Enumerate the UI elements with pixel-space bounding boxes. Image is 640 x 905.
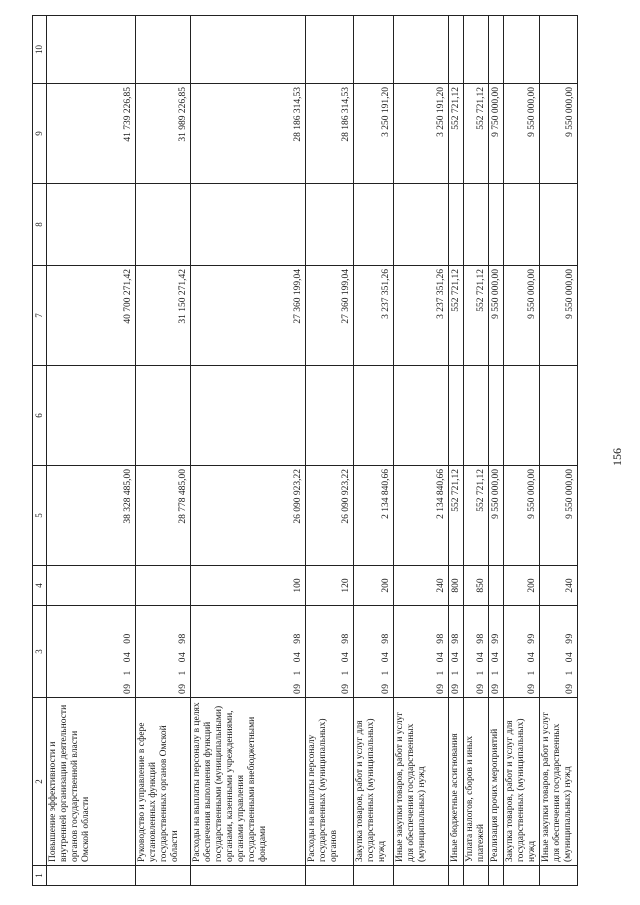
code-part: 09	[491, 683, 502, 694]
cell-name: Иные бюджетные ассигнования	[449, 698, 464, 866]
cell-name: Закупка товаров, работ и услуг для государственных (муниципальных) нужд	[504, 698, 540, 866]
cell-vr: 120	[306, 566, 354, 606]
cell-col-10	[306, 16, 354, 84]
cell-col-9: 9 550 000,00	[504, 84, 540, 184]
code-part: 04	[123, 651, 134, 663]
cell-col-5: 552 721,12	[464, 466, 489, 566]
cell-col-1	[539, 866, 577, 886]
table-row	[354, 16, 394, 886]
cell-vr	[136, 566, 191, 606]
cell-col-8	[394, 184, 449, 266]
cell-col-9: 3 250 191,20	[354, 84, 394, 184]
cell-col-5: 552 721,12	[449, 466, 464, 566]
code-part: 09	[178, 683, 189, 694]
cell-col-1	[449, 866, 464, 886]
cell-col-8	[191, 184, 306, 266]
column-header-3: 3	[33, 606, 47, 698]
code-part: 1	[491, 670, 502, 676]
cell-col-1	[306, 866, 354, 886]
code-part: 04	[564, 651, 575, 663]
cell-col-10	[539, 16, 577, 84]
cell-col-10	[354, 16, 394, 84]
cell-col-8	[489, 184, 504, 266]
cell-col-1	[394, 866, 449, 886]
column-header-2: 2	[33, 698, 47, 866]
code-part: 1	[526, 670, 537, 676]
table-row	[394, 16, 449, 886]
code-part: 98	[293, 633, 304, 644]
cell-col-6	[449, 366, 464, 466]
code-part: 98	[436, 633, 447, 644]
cell-name: Расходы на выплаты персоналу государственных (муниципальных) органов	[306, 698, 354, 866]
cell-col-5: 9 550 000,00	[504, 466, 540, 566]
cell-vr: 100	[191, 566, 306, 606]
cell-col-6	[191, 366, 306, 466]
code-part: 09	[381, 683, 392, 694]
cell-col-1	[504, 866, 540, 886]
code-part: 1	[564, 670, 575, 676]
cell-col-1	[464, 866, 489, 886]
table-row	[191, 16, 306, 886]
table-row	[504, 16, 540, 886]
cell-col-10	[504, 16, 540, 84]
cell-col-5: 9 550 000,00	[539, 466, 577, 566]
cell-col-1	[191, 866, 306, 886]
cell-code	[306, 606, 354, 698]
cell-col-5: 28 778 485,00	[136, 466, 191, 566]
code-part: 04	[293, 651, 304, 663]
column-header-6: 6	[33, 366, 47, 466]
table-row	[47, 16, 136, 886]
code-part: 09	[436, 683, 447, 694]
cell-col-8	[306, 184, 354, 266]
code-part: 04	[526, 651, 537, 663]
cell-col-7: 9 550 000,00	[489, 266, 504, 366]
cell-code	[464, 606, 489, 698]
budget-table	[32, 15, 578, 886]
table-body	[47, 16, 578, 886]
cell-col-9: 41 739 226,85	[47, 84, 136, 184]
page-number: 156	[610, 448, 624, 466]
code-part: 04	[451, 651, 462, 663]
table-row	[489, 16, 504, 886]
code-part: 00	[123, 633, 134, 644]
cell-col-1	[136, 866, 191, 886]
cell-name: Иные закупки товаров, работ и услуг для обеспечения государственных (муниципальных) нужд	[394, 698, 449, 866]
cell-col-8	[47, 184, 136, 266]
code-part: 1	[476, 670, 487, 676]
cell-vr: 200	[354, 566, 394, 606]
cell-col-7: 9 550 000,00	[539, 266, 577, 366]
code-part: 04	[436, 651, 447, 663]
cell-code	[489, 606, 504, 698]
cell-name: Реализация прочих мероприятий	[489, 698, 504, 866]
table-row	[539, 16, 577, 886]
code-part: 04	[476, 651, 487, 663]
column-header-8: 8	[33, 184, 47, 266]
cell-col-6	[504, 366, 540, 466]
code-part: 98	[341, 633, 352, 644]
cell-code	[354, 606, 394, 698]
code-part: 98	[381, 633, 392, 644]
cell-code	[394, 606, 449, 698]
column-header-10: 10	[33, 16, 47, 84]
cell-vr	[489, 566, 504, 606]
cell-col-1	[489, 866, 504, 886]
cell-col-10	[464, 16, 489, 84]
cell-col-8	[449, 184, 464, 266]
cell-col-5: 38 328 485,00	[47, 466, 136, 566]
column-header-7: 7	[33, 266, 47, 366]
cell-col-8	[504, 184, 540, 266]
cell-col-9: 28 186 314,53	[191, 84, 306, 184]
cell-col-10	[136, 16, 191, 84]
code-part: 04	[381, 651, 392, 663]
cell-col-8	[354, 184, 394, 266]
cell-col-10	[191, 16, 306, 84]
table-row	[136, 16, 191, 886]
cell-name: Закупка товаров, работ и услуг для государственных (муниципальных) нужд	[354, 698, 394, 866]
code-part: 09	[564, 683, 575, 694]
code-part: 09	[293, 683, 304, 694]
cell-code	[504, 606, 540, 698]
code-part: 04	[341, 651, 352, 663]
cell-col-10	[449, 16, 464, 84]
cell-col-7: 40 700 271,42	[47, 266, 136, 366]
column-header-4: 4	[33, 566, 47, 606]
cell-col-10	[47, 16, 136, 84]
cell-code	[136, 606, 191, 698]
cell-col-7: 27 360 199,04	[191, 266, 306, 366]
cell-col-8	[539, 184, 577, 266]
code-part: 09	[123, 683, 134, 694]
cell-name: Повышение эффективности и внутренней организации деятельности органов государственной власти Омской области	[47, 698, 136, 866]
header-row	[33, 16, 47, 886]
cell-col-1	[47, 866, 136, 886]
cell-col-9: 28 186 314,53	[306, 84, 354, 184]
cell-name: Иные закупки товаров, работ и услуг для обеспечения государственных (муниципальных) нужд	[539, 698, 577, 866]
column-header-1: 1	[33, 866, 47, 886]
cell-col-9: 9 550 000,00	[539, 84, 577, 184]
cell-vr: 240	[394, 566, 449, 606]
cell-col-8	[464, 184, 489, 266]
cell-col-5: 2 134 840,66	[354, 466, 394, 566]
cell-code	[191, 606, 306, 698]
column-header-5: 5	[33, 466, 47, 566]
code-part: 1	[381, 670, 392, 676]
cell-name: Расходы на выплаты персоналу в целях обеспечения выполнения функций государственными (муниципальными) органами, казенными учреждениями, органами управления государственными внебюджетными фондами	[191, 698, 306, 866]
column-header-9: 9	[33, 84, 47, 184]
cell-col-6	[394, 366, 449, 466]
code-part: 09	[476, 683, 487, 694]
cell-col-6	[464, 366, 489, 466]
cell-col-5: 9 550 000,00	[489, 466, 504, 566]
code-part: 99	[564, 633, 575, 644]
cell-col-9: 9 750 000,00	[489, 84, 504, 184]
code-part: 09	[451, 683, 462, 694]
cell-vr: 200	[504, 566, 540, 606]
code-part: 99	[491, 633, 502, 644]
code-part: 99	[526, 633, 537, 644]
cell-code	[47, 606, 136, 698]
cell-col-7: 552 721,12	[449, 266, 464, 366]
cell-col-5: 26 090 923,22	[306, 466, 354, 566]
cell-col-1	[354, 866, 394, 886]
code-part: 1	[451, 670, 462, 676]
table-row	[306, 16, 354, 886]
code-part: 09	[526, 683, 537, 694]
code-part: 1	[436, 670, 447, 676]
cell-code	[449, 606, 464, 698]
cell-col-6	[47, 366, 136, 466]
cell-col-10	[394, 16, 449, 84]
cell-col-7: 9 550 000,00	[504, 266, 540, 366]
cell-col-7: 3 237 351,26	[394, 266, 449, 366]
cell-col-7: 3 237 351,26	[354, 266, 394, 366]
cell-col-6	[489, 366, 504, 466]
code-part: 98	[476, 633, 487, 644]
cell-col-6	[306, 366, 354, 466]
code-part: 98	[178, 633, 189, 644]
code-part: 98	[451, 633, 462, 644]
cell-col-9: 552 721,12	[449, 84, 464, 184]
code-part: 1	[178, 670, 189, 676]
cell-col-6	[539, 366, 577, 466]
cell-col-6	[136, 366, 191, 466]
cell-vr	[47, 566, 136, 606]
cell-col-5: 26 090 923,22	[191, 466, 306, 566]
cell-col-10	[489, 16, 504, 84]
code-part: 1	[293, 670, 304, 676]
table-row	[464, 16, 489, 886]
cell-col-5: 2 134 840,66	[394, 466, 449, 566]
cell-col-9: 31 989 226,85	[136, 84, 191, 184]
rotated-page	[32, 16, 624, 886]
cell-col-9: 3 250 191,20	[394, 84, 449, 184]
cell-vr: 800	[449, 566, 464, 606]
cell-code	[539, 606, 577, 698]
table-row	[449, 16, 464, 886]
code-part: 09	[341, 683, 352, 694]
code-part: 1	[123, 670, 134, 676]
cell-col-7: 27 360 199,04	[306, 266, 354, 366]
cell-col-7: 31 150 271,42	[136, 266, 191, 366]
cell-name: Уплата налогов, сборов и иных платежей	[464, 698, 489, 866]
code-part: 1	[341, 670, 352, 676]
cell-vr: 240	[539, 566, 577, 606]
code-part: 04	[491, 651, 502, 663]
cell-col-6	[354, 366, 394, 466]
cell-vr: 850	[464, 566, 489, 606]
cell-col-8	[136, 184, 191, 266]
code-part: 04	[178, 651, 189, 663]
cell-col-7: 552 721,12	[464, 266, 489, 366]
cell-col-9: 552 721,12	[464, 84, 489, 184]
cell-name: Руководство и управление в сфере установленных функций государственных органов Омской области	[136, 698, 191, 866]
